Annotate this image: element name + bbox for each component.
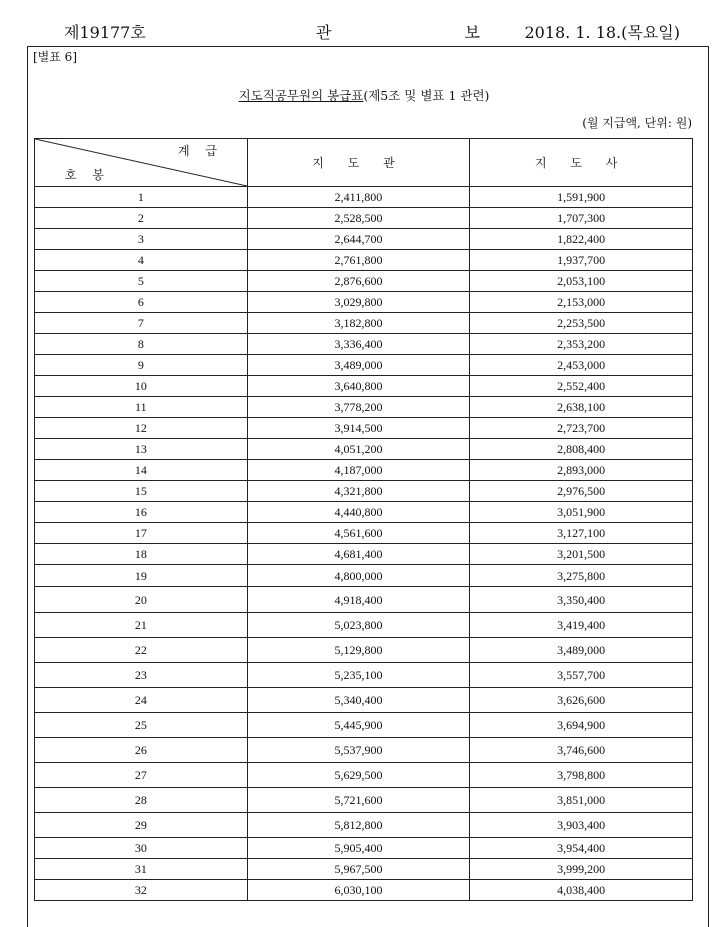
step-cell: 10 (35, 376, 248, 397)
table-row (35, 208, 693, 229)
step-cell: 30 (35, 838, 248, 859)
jidogwan-salary-cell: 3,182,800 (247, 313, 470, 334)
table-row (35, 460, 693, 481)
jidogwan-salary-cell: 3,640,800 (247, 376, 470, 397)
jidogwan-salary-cell: 2,411,800 (247, 187, 470, 208)
step-cell: 9 (35, 355, 248, 376)
step-cell: 20 (35, 587, 248, 613)
jidosa-salary-cell: 2,153,000 (470, 292, 693, 313)
jidosa-salary-cell: 3,903,400 (470, 813, 693, 838)
jidosa-salary-cell: 3,489,000 (470, 638, 693, 663)
jidosa-salary-cell: 3,419,400 (470, 613, 693, 638)
table-row (35, 613, 693, 638)
jidogwan-salary-cell: 5,905,400 (247, 838, 470, 859)
jidogwan-salary-cell: 4,051,200 (247, 439, 470, 460)
table-row (35, 376, 693, 397)
table-tag: [별표 6] (33, 50, 77, 64)
jidogwan-salary-cell: 6,030,100 (247, 880, 470, 901)
jidosa-salary-cell: 2,053,100 (470, 271, 693, 292)
column-header-jidosa: 지 도 사 (470, 139, 693, 187)
jidosa-salary-cell: 2,552,400 (470, 376, 693, 397)
jidogwan-salary-cell: 5,129,800 (247, 638, 470, 663)
salary-table (34, 138, 693, 901)
table-row (35, 355, 693, 376)
jidosa-salary-cell: 3,954,400 (470, 838, 693, 859)
jidosa-salary-cell: 2,893,000 (470, 460, 693, 481)
jidosa-salary-cell: 3,201,500 (470, 544, 693, 565)
table-row (35, 523, 693, 544)
jidosa-salary-cell: 1,822,400 (470, 229, 693, 250)
jidogwan-salary-cell: 5,629,500 (247, 763, 470, 788)
table-row (35, 859, 693, 880)
step-cell: 16 (35, 502, 248, 523)
jidosa-salary-cell: 2,808,400 (470, 439, 693, 460)
table-row (35, 587, 693, 613)
table-row (35, 880, 693, 901)
table-row (35, 313, 693, 334)
jidosa-salary-cell: 3,851,000 (470, 788, 693, 813)
jidogwan-salary-cell: 2,644,700 (247, 229, 470, 250)
jidogwan-salary-cell: 5,235,100 (247, 663, 470, 688)
jidogwan-salary-cell: 5,445,900 (247, 713, 470, 738)
table-row (35, 481, 693, 502)
jidogwan-salary-cell: 4,681,400 (247, 544, 470, 565)
step-cell: 3 (35, 229, 248, 250)
salary-table-body (35, 139, 693, 901)
table-row (35, 250, 693, 271)
jidosa-salary-cell: 2,723,700 (470, 418, 693, 439)
step-cell: 18 (35, 544, 248, 565)
table-title-main: 지도직공무원의 봉급표 (238, 88, 364, 103)
step-cell: 4 (35, 250, 248, 271)
jidosa-salary-cell: 1,937,700 (470, 250, 693, 271)
step-cell: 13 (35, 439, 248, 460)
step-cell: 12 (35, 418, 248, 439)
step-cell: 29 (35, 813, 248, 838)
step-cell: 26 (35, 738, 248, 763)
jidosa-salary-cell: 2,453,000 (470, 355, 693, 376)
jidogwan-salary-cell: 4,561,600 (247, 523, 470, 544)
table-row (35, 638, 693, 663)
step-cell: 27 (35, 763, 248, 788)
table-row (35, 502, 693, 523)
table-row (35, 663, 693, 688)
jidosa-salary-cell: 3,127,100 (470, 523, 693, 544)
step-cell: 6 (35, 292, 248, 313)
jidosa-salary-cell: 3,275,800 (470, 565, 693, 587)
jidogwan-salary-cell: 4,187,000 (247, 460, 470, 481)
table-row (35, 838, 693, 859)
step-cell: 8 (35, 334, 248, 355)
step-cell: 7 (35, 313, 248, 334)
jidogwan-salary-cell: 5,967,500 (247, 859, 470, 880)
step-cell: 14 (35, 460, 248, 481)
jidogwan-salary-cell: 2,761,800 (247, 250, 470, 271)
step-cell: 17 (35, 523, 248, 544)
step-cell: 25 (35, 713, 248, 738)
jidogwan-salary-cell: 5,340,400 (247, 688, 470, 713)
table-title-suffix: (제5조 및 별표 1 관련) (363, 88, 490, 103)
jidogwan-salary-cell: 5,537,900 (247, 738, 470, 763)
table-row (35, 544, 693, 565)
unit-note: (월 지급액, 단위: 원) (582, 116, 692, 130)
jidosa-salary-cell: 3,746,600 (470, 738, 693, 763)
table-row (35, 271, 693, 292)
step-cell: 15 (35, 481, 248, 502)
jidogwan-salary-cell: 2,528,500 (247, 208, 470, 229)
jidogwan-salary-cell: 5,812,800 (247, 813, 470, 838)
table-row (35, 713, 693, 738)
table-row (35, 334, 693, 355)
step-cell: 2 (35, 208, 248, 229)
jidosa-salary-cell: 2,638,100 (470, 397, 693, 418)
jidogwan-salary-cell: 4,918,400 (247, 587, 470, 613)
corner-cell (35, 139, 248, 187)
jidogwan-salary-cell: 3,336,400 (247, 334, 470, 355)
jidosa-salary-cell: 3,626,600 (470, 688, 693, 713)
publication-date: 2018. 1. 18.(목요일) (524, 23, 680, 42)
table-row (35, 397, 693, 418)
column-header-jidogwan: 지 도 관 (247, 139, 470, 187)
step-cell: 19 (35, 565, 248, 587)
jidosa-salary-cell: 2,976,500 (470, 481, 693, 502)
jidosa-salary-cell: 4,038,400 (470, 880, 693, 901)
jidogwan-salary-cell: 3,029,800 (247, 292, 470, 313)
jidogwan-salary-cell: 5,721,600 (247, 788, 470, 813)
jidosa-salary-cell: 3,350,400 (470, 587, 693, 613)
table-row (35, 813, 693, 838)
jidogwan-salary-cell: 3,778,200 (247, 397, 470, 418)
jidosa-salary-cell: 1,591,900 (470, 187, 693, 208)
step-cell: 28 (35, 788, 248, 813)
table-row (35, 763, 693, 788)
jidosa-salary-cell: 3,557,700 (470, 663, 693, 688)
jidogwan-salary-cell: 5,023,800 (247, 613, 470, 638)
step-cell: 23 (35, 663, 248, 688)
jidosa-salary-cell: 3,051,900 (470, 502, 693, 523)
step-cell: 5 (35, 271, 248, 292)
jidogwan-salary-cell: 4,321,800 (247, 481, 470, 502)
table-row (35, 187, 693, 208)
jidogwan-salary-cell: 4,800,000 (247, 565, 470, 587)
table-title (0, 86, 728, 104)
table-row (35, 229, 693, 250)
table-row (35, 788, 693, 813)
jidogwan-salary-cell: 2,876,600 (247, 271, 470, 292)
table-row (35, 418, 693, 439)
jidosa-salary-cell: 3,999,200 (470, 859, 693, 880)
table-row (35, 688, 693, 713)
jidogwan-salary-cell: 3,489,000 (247, 355, 470, 376)
gazette-title: 관 보 (316, 23, 544, 42)
table-row (35, 292, 693, 313)
jidosa-salary-cell: 2,253,500 (470, 313, 693, 334)
jidosa-salary-cell: 3,798,800 (470, 763, 693, 788)
corner-step-label: 호 봉 (65, 168, 110, 182)
step-cell: 21 (35, 613, 248, 638)
step-cell: 11 (35, 397, 248, 418)
corner-grade-label: 계 급 (178, 144, 223, 158)
table-row (35, 439, 693, 460)
table-header-row (35, 139, 693, 187)
step-cell: 1 (35, 187, 248, 208)
table-row (35, 738, 693, 763)
jidogwan-salary-cell: 4,440,800 (247, 502, 470, 523)
step-cell: 32 (35, 880, 248, 901)
issue-number: 제19177호 (64, 23, 146, 42)
jidosa-salary-cell: 2,353,200 (470, 334, 693, 355)
step-cell: 24 (35, 688, 248, 713)
jidosa-salary-cell: 3,694,900 (470, 713, 693, 738)
jidosa-salary-cell: 1,707,300 (470, 208, 693, 229)
step-cell: 31 (35, 859, 248, 880)
step-cell: 22 (35, 638, 248, 663)
table-row (35, 565, 693, 587)
jidogwan-salary-cell: 3,914,500 (247, 418, 470, 439)
